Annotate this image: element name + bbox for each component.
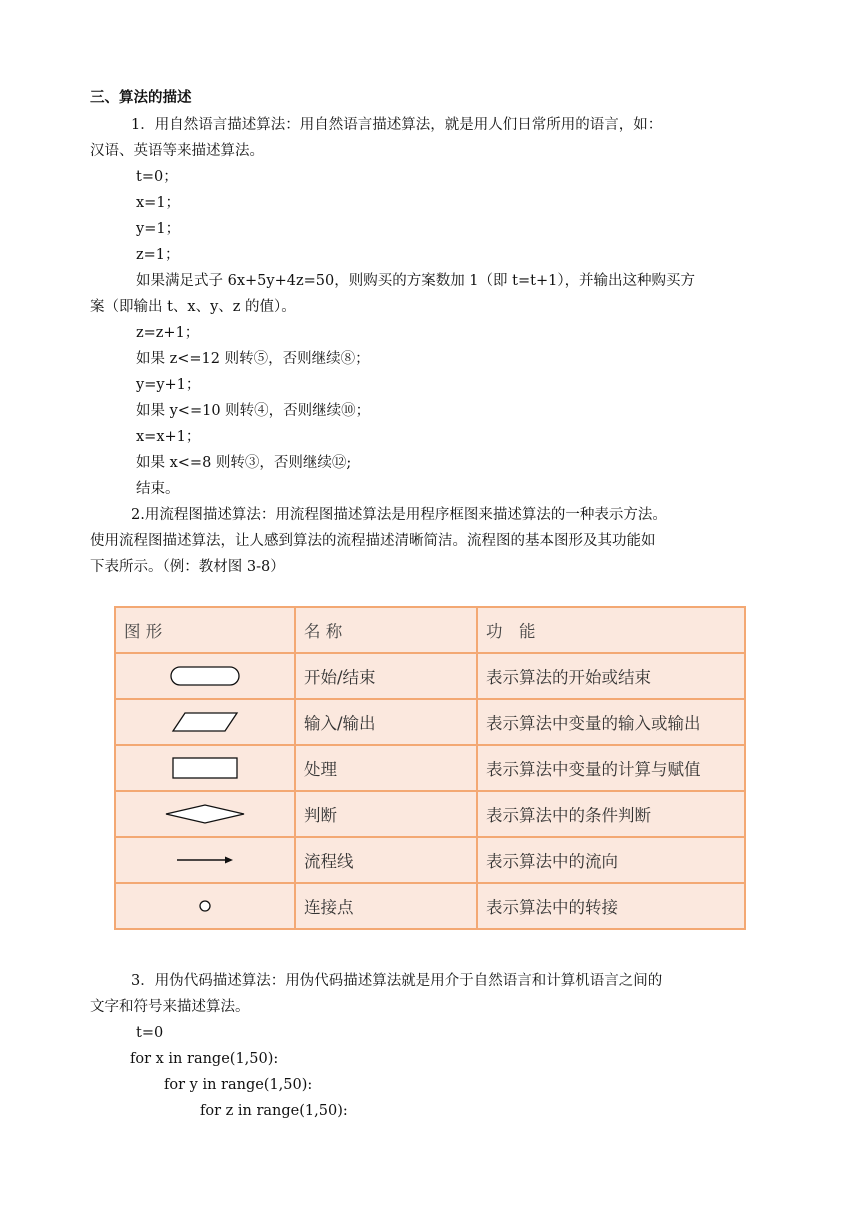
shape-cell — [115, 653, 295, 699]
table-cell-function: 表示算法中变量的输入或输出 — [477, 699, 745, 745]
table-cell-function: 表示算法中的转接 — [477, 883, 745, 929]
flowchart-symbol-table — [114, 606, 746, 930]
condition-line1: 如果满足式子 6x+5y+4z=50，则购买的方案数加 1（即 t=t+1），并输出这种购买方 — [136, 273, 696, 289]
step-line: 如果 z<=12 则转⑤，否则继续⑧； — [136, 351, 370, 367]
table-cell-function: 表示算法中的流向 — [477, 837, 745, 883]
shape-cell — [115, 699, 295, 745]
diamond-shape-icon — [164, 802, 246, 826]
table-row — [115, 791, 745, 837]
code-line: for x in range(1,50): — [130, 1051, 279, 1067]
step-line: 结束。 — [136, 481, 180, 497]
paragraph-pseudocode-line1: 3．用伪代码描述算法：用伪代码描述算法就是用介于自然语言和计算机语言之间的 — [131, 973, 663, 989]
step-line: y=y+1； — [136, 377, 201, 393]
step-line: 如果 y<=10 则转④，否则继续⑩； — [136, 403, 371, 419]
terminal-shape-icon — [169, 664, 241, 688]
code-line: t=0 — [136, 1025, 164, 1041]
section-heading: 三、算法的描述 — [90, 90, 192, 106]
step-line: 如果 x<=8 则转③，否则继续⑫; — [136, 455, 352, 471]
paragraph-flowchart-line1: 2.用流程图描述算法：用流程图描述算法是用程序框图来描述算法的一种表示方法。 — [131, 507, 667, 523]
paragraph-flowchart-line3: 下表所示。（例：教材图 3-8） — [90, 559, 285, 575]
table-row — [115, 883, 745, 929]
parallelogram-shape-icon — [171, 710, 239, 734]
table-cell-name: 输入/输出 — [295, 699, 477, 745]
step-line: t=0； — [136, 169, 178, 185]
table-row — [115, 653, 745, 699]
step-line: z=z+1； — [136, 325, 200, 341]
circle-shape-icon — [197, 898, 213, 914]
table-cell-name: 连接点 — [295, 883, 477, 929]
paragraph-pseudocode-line2: 文字和符号来描述算法。 — [90, 999, 250, 1015]
shape-cell — [115, 883, 295, 929]
step-line: x=1； — [136, 195, 181, 211]
table-cell-function: 表示算法中变量的计算与赋值 — [477, 745, 745, 791]
arrow-shape-icon — [175, 852, 235, 868]
table-cell-function: 表示算法的开始或结束 — [477, 653, 745, 699]
shape-cell — [115, 837, 295, 883]
paragraph-flowchart-line2: 使用流程图描述算法，让人感到算法的流程描述清晰简洁。流程图的基本图形及其功能如 — [90, 533, 656, 549]
code-line: for z in range(1,50): — [200, 1103, 348, 1119]
table-row — [115, 745, 745, 791]
table-cell-name: 判断 — [295, 791, 477, 837]
table-header-row — [115, 607, 745, 653]
table-row — [115, 837, 745, 883]
rectangle-shape-icon — [171, 755, 239, 781]
table-cell-name: 开始/结束 — [295, 653, 477, 699]
shape-cell — [115, 791, 295, 837]
condition-line2: 案（即输出 t、x、y、z 的值）。 — [90, 299, 296, 315]
header-name: 名 称 — [295, 607, 477, 653]
table-cell-name: 流程线 — [295, 837, 477, 883]
header-shape: 图 形 — [115, 607, 295, 653]
table-cell-name: 处理 — [295, 745, 477, 791]
paragraph-natural-language-line2: 汉语、英语等来描述算法。 — [90, 143, 264, 159]
shape-cell — [115, 745, 295, 791]
table-cell-function: 表示算法中的条件判断 — [477, 791, 745, 837]
code-line: for y in range(1,50): — [164, 1077, 313, 1093]
step-line: x=x+1； — [136, 429, 201, 445]
step-line: y=1； — [136, 221, 181, 237]
step-line: z=1； — [136, 247, 180, 263]
table-row — [115, 699, 745, 745]
paragraph-natural-language-line1: 1．用自然语言描述算法：用自然语言描述算法，就是用人们日常所用的语言，如： — [131, 117, 663, 133]
header-function: 功 能 — [477, 607, 745, 653]
